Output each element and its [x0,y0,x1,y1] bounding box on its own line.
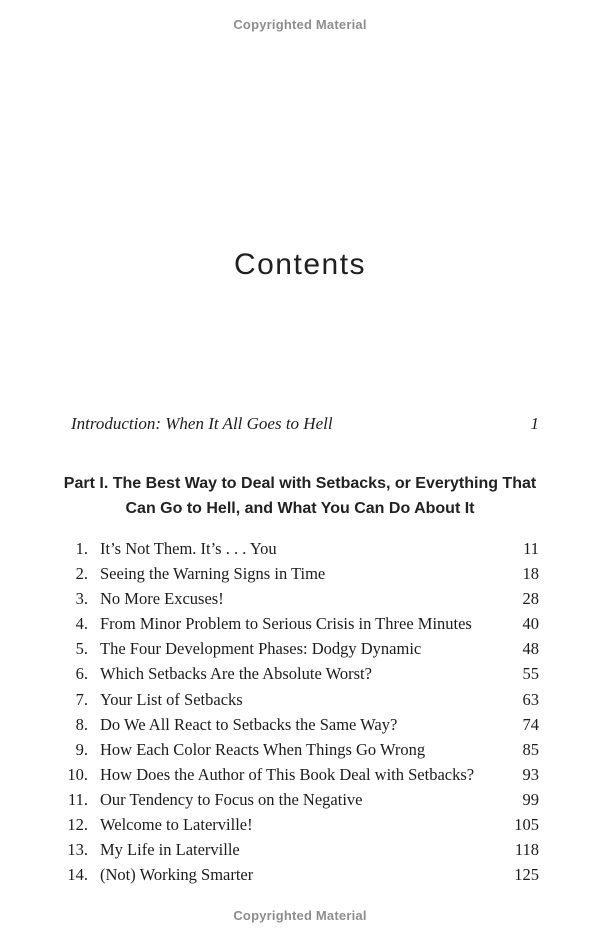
chapter-page: 93 [522,764,539,784]
chapter-number: 2. [75,564,88,584]
chapter-page: 85 [522,739,539,759]
chapter-number: 9. [75,739,88,759]
toc-entry [60,862,539,887]
chapter-page: 11 [523,539,539,558]
toc-entry [60,762,539,787]
chapter-title: My Life in Laterville [100,840,240,860]
chapter-title: Your List of Setbacks [100,689,243,709]
chapter-page: 118 [514,840,539,860]
chapter-page: 125 [514,865,539,885]
chapter-list [60,536,539,887]
chapter-title: From Minor Problem to Serious Crisis in Three Minutes [100,614,472,634]
toc-entry [60,812,539,837]
toc-entry [60,687,539,712]
chapter-page: 99 [522,789,539,809]
toc-entry [60,737,539,762]
chapter-number: 6. [75,664,88,684]
chapter-number: 3. [75,589,88,609]
chapter-number: 7. [75,689,88,709]
toc-entry [60,561,539,586]
chapter-page: 40 [522,614,539,634]
part-heading-line2: Can Go to Hell, and What You Can Do About It [125,499,475,517]
chapter-page: 105 [514,815,539,835]
chapter-title: (Not) Working Smarter [100,865,254,885]
chapter-number: 10. [67,764,88,784]
toc-entry [60,787,539,812]
chapter-number: 12. [67,815,88,835]
intro-entry-page: 1 [530,414,539,433]
copyright-notice-top: Copyrighted Material [233,17,367,32]
chapter-title: It’s Not Them. It’s . . . You [100,539,277,558]
intro-entry-label: Introduction: When It All Goes to Hell [71,414,333,433]
toc-entry [60,636,539,661]
chapter-number: 11. [67,789,88,809]
toc-entry [60,837,539,862]
toc-entry [60,536,539,561]
chapter-number: 13. [67,840,88,860]
chapter-number: 8. [75,714,88,734]
chapter-page: 28 [522,589,539,609]
chapter-page: 74 [522,714,539,734]
chapter-title: How Each Color Reacts When Things Go Wrong [100,739,426,759]
page-title: Contents [233,248,367,282]
chapter-title: No More Excuses! [100,589,224,609]
chapter-page: 63 [522,689,539,709]
part-heading-line1: Part I. The Best Way to Deal with Setbacks, or Everything That [63,475,537,492]
chapter-title: Which Setbacks Are the Absolute Worst? [100,664,372,684]
chapter-page: 55 [522,664,539,684]
copyright-notice-bottom: Copyrighted Material [233,908,367,923]
chapter-number: 5. [75,639,88,659]
toc-entry [60,586,539,611]
toc-intro-entry [60,411,539,436]
chapter-number: 1. [75,539,88,558]
chapter-title: The Four Development Phases: Dodgy Dynamic [100,639,422,659]
toc-entry [60,611,539,636]
chapter-number: 14. [67,865,88,885]
chapter-number: 4. [75,614,88,634]
chapter-title: Welcome to Laterville! [100,815,253,835]
chapter-title: Do We All React to Setbacks the Same Way? [100,714,398,734]
toc-entry [60,661,539,686]
part-heading [0,472,600,521]
chapter-title: Our Tendency to Focus on the Negative [100,789,363,809]
chapter-page: 18 [522,564,539,584]
chapter-title: Seeing the Warning Signs in Time [100,564,326,584]
chapter-page: 48 [522,639,539,659]
toc-entry [60,712,539,737]
chapter-title: How Does the Author of This Book Deal with Setbacks? [100,764,475,784]
